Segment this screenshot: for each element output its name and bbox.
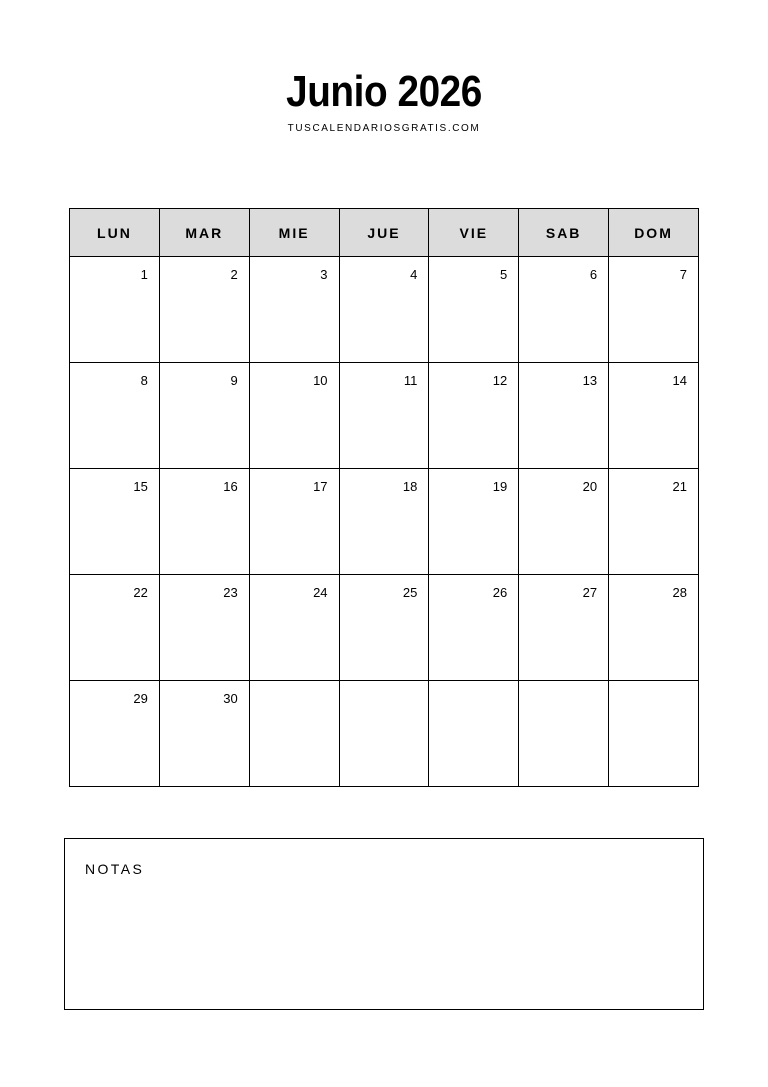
day-cell: 15 xyxy=(70,469,160,575)
day-cell: 24 xyxy=(249,575,339,681)
week-row xyxy=(70,469,699,575)
page-title: Junio 2026 xyxy=(286,67,482,116)
day-cell xyxy=(609,681,699,787)
day-cell: 11 xyxy=(339,363,429,469)
day-cell: 29 xyxy=(70,681,160,787)
day-cell: 27 xyxy=(519,575,609,681)
calendar-grid xyxy=(69,208,699,787)
day-cell xyxy=(429,681,519,787)
day-cell: 13 xyxy=(519,363,609,469)
day-cell xyxy=(249,681,339,787)
day-cell: 23 xyxy=(159,575,249,681)
day-cell: 21 xyxy=(609,469,699,575)
weekday-header: VIE xyxy=(429,209,519,257)
day-cell: 8 xyxy=(70,363,160,469)
day-cell: 20 xyxy=(519,469,609,575)
day-cell: 14 xyxy=(609,363,699,469)
day-cell: 16 xyxy=(159,469,249,575)
day-cell: 26 xyxy=(429,575,519,681)
weekday-header: SAB xyxy=(519,209,609,257)
weekday-header: JUE xyxy=(339,209,429,257)
week-row xyxy=(70,363,699,469)
weekday-header: MAR xyxy=(159,209,249,257)
day-cell: 1 xyxy=(70,257,160,363)
week-row xyxy=(70,575,699,681)
day-cell: 12 xyxy=(429,363,519,469)
week-row xyxy=(70,257,699,363)
day-cell: 28 xyxy=(609,575,699,681)
weekday-header: LUN xyxy=(70,209,160,257)
notes-box xyxy=(64,838,704,1010)
day-cell: 19 xyxy=(429,469,519,575)
day-cell xyxy=(519,681,609,787)
website-subtitle: TUSCALENDARIOSGRATIS.COM xyxy=(287,123,481,134)
day-cell: 2 xyxy=(159,257,249,363)
day-cell: 10 xyxy=(249,363,339,469)
week-row xyxy=(70,681,699,787)
day-cell: 4 xyxy=(339,257,429,363)
weekday-header: DOM xyxy=(609,209,699,257)
day-cell: 30 xyxy=(159,681,249,787)
day-cell: 5 xyxy=(429,257,519,363)
day-cell: 7 xyxy=(609,257,699,363)
day-cell: 3 xyxy=(249,257,339,363)
day-cell: 6 xyxy=(519,257,609,363)
day-cell: 22 xyxy=(70,575,160,681)
weekday-header-row xyxy=(70,209,699,257)
day-cell xyxy=(339,681,429,787)
day-cell: 17 xyxy=(249,469,339,575)
day-cell: 9 xyxy=(159,363,249,469)
day-cell: 25 xyxy=(339,575,429,681)
notes-label: NOTAS xyxy=(85,861,145,877)
day-cell: 18 xyxy=(339,469,429,575)
weekday-header: MIE xyxy=(249,209,339,257)
